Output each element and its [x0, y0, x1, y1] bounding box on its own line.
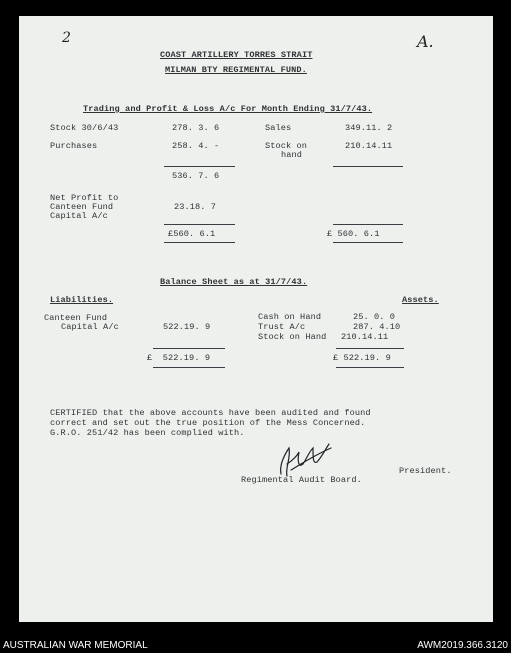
- stock-on-hand-bs-label: Stock on Hand: [258, 332, 327, 342]
- trust-label: Trust A/c: [258, 322, 306, 332]
- header-title: COAST ARTILLERY TORRES STRAIT: [160, 50, 313, 60]
- trading-total-right: £ 560. 6.1: [327, 229, 380, 239]
- audit-board-label: Regimental Audit Board.: [241, 475, 362, 485]
- liabilities-total-underline: [153, 367, 225, 368]
- stock-opening-label: Stock 30/6/43: [50, 123, 119, 133]
- liabilities-heading: Liabilities.: [50, 295, 114, 305]
- handwritten-signature: [273, 434, 337, 480]
- liabilities-total: £ 522.19. 9: [147, 353, 211, 363]
- page-mark-left: 2: [62, 30, 71, 46]
- net-profit-value: 23.18. 7: [174, 202, 217, 212]
- net-profit-label-1: Net Profit to: [50, 193, 119, 203]
- president-label: President.: [399, 466, 452, 476]
- stock-opening-value: 278. 3. 6: [172, 123, 220, 133]
- trading-title: Trading and Profit & Loss A/c For Month Ending 31/7/43.: [83, 104, 373, 114]
- balance-title: Balance Sheet as at 31/7/43.: [160, 277, 308, 287]
- trading-total-left: £560. 6.1: [168, 229, 216, 239]
- purchases-label: Purchases: [50, 141, 98, 151]
- total-right-underline: [333, 242, 403, 243]
- right-subtotal-rule: [333, 166, 403, 167]
- stock-on-hand-bs-value: 210.14.11: [341, 332, 389, 342]
- canteen-fund-value: 522.19. 9: [163, 322, 211, 332]
- sales-label: Sales: [265, 123, 292, 133]
- page-mark-right: A.: [417, 32, 434, 51]
- assets-total-underline: [336, 367, 404, 368]
- assets-total: £ 522.19. 9: [333, 353, 391, 363]
- canteen-fund-label-1: Canteen Fund: [44, 313, 108, 323]
- certification-line-1: CERTIFIED that the above accounts have been audited and found: [50, 408, 371, 418]
- net-profit-label-3: Capital A/c: [50, 211, 108, 221]
- sales-value: 349.11. 2: [345, 123, 393, 133]
- stock-on-hand-label-1: Stock on: [265, 141, 308, 151]
- trust-value: 287. 4.10: [353, 322, 401, 332]
- document-page: [19, 16, 493, 622]
- footer-institution: AUSTRALIAN WAR MEMORIAL: [3, 640, 148, 651]
- total-right-rule: [333, 224, 403, 225]
- cash-on-hand-label: Cash on Hand: [258, 312, 322, 322]
- canteen-fund-label-2: Capital A/c: [61, 322, 119, 332]
- subtotal-rule: [164, 166, 235, 167]
- liabilities-total-rule: [153, 348, 225, 349]
- stock-on-hand-label-2: hand: [281, 150, 303, 160]
- certification-line-2: correct and set out the true position of the Mess Concerned.: [50, 418, 366, 428]
- certification-line-3: G.R.O. 251/42 has been complied with.: [50, 428, 245, 438]
- footer-accession-number: AWM2019.366.3120: [417, 640, 508, 651]
- cash-on-hand-value: 25. 0. 0: [353, 312, 396, 322]
- header-subtitle: MILMAN BTY REGIMENTAL FUND.: [165, 65, 307, 75]
- total-left-underline: [164, 242, 235, 243]
- assets-heading: Assets.: [402, 295, 439, 305]
- purchases-value: 258. 4. -: [172, 141, 220, 151]
- total-left-rule: [164, 224, 235, 225]
- net-profit-label-2: Canteen Fund: [50, 202, 114, 212]
- stock-on-hand-value: 210.14.11: [345, 141, 393, 151]
- subtotal-value: 536. 7. 6: [172, 171, 220, 181]
- assets-total-rule: [336, 348, 404, 349]
